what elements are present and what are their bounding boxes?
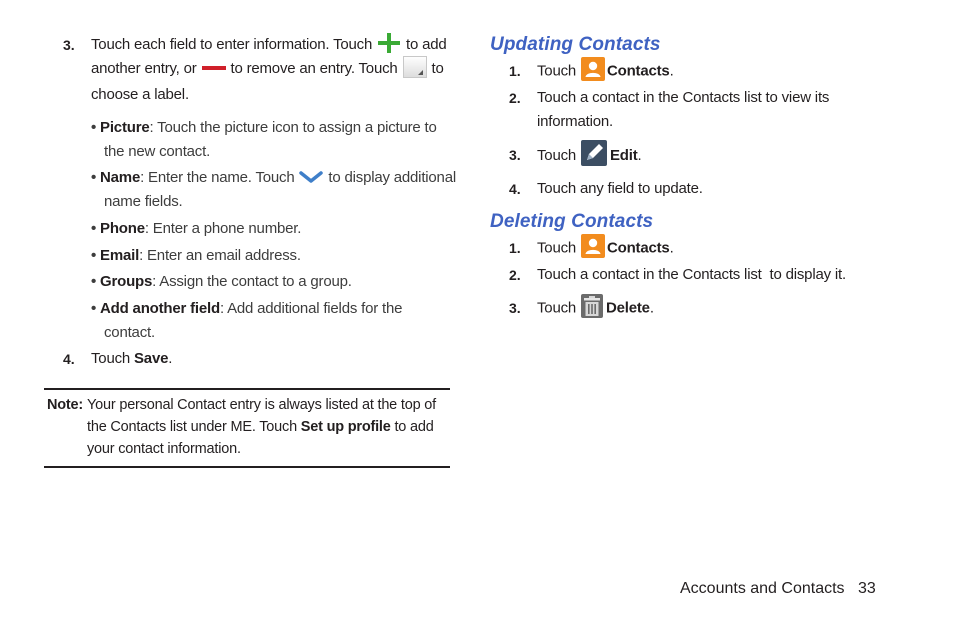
step-3-line-3: choose a label. <box>91 86 189 103</box>
step-number: 2. <box>509 90 521 106</box>
contacts-label: Contacts <box>607 62 670 80</box>
bullet-char: • <box>91 247 97 264</box>
step-4 <box>91 350 172 367</box>
chevron-down-icon <box>298 170 324 184</box>
bullet-label: Name <box>100 169 141 186</box>
bullet-label: Add another field <box>100 300 220 317</box>
bullet-label: Phone <box>100 220 145 237</box>
updating-contacts-heading: Updating Contacts <box>490 34 661 55</box>
step-text: Touch <box>537 299 577 317</box>
step-text: Touch <box>537 239 577 257</box>
updating-step-2-line-1: Touch a contact in the Contacts list to view its <box>537 89 830 106</box>
note-label: Note: <box>47 397 84 413</box>
step-text: . <box>669 62 674 80</box>
bullet-char: • <box>91 220 97 237</box>
bullet-text: to display additional <box>328 169 456 186</box>
bullet-char: • <box>91 119 97 136</box>
bullet-char: • <box>91 300 97 317</box>
bullet-text: : Touch the picture icon to assign a picture to <box>149 119 437 136</box>
step-number: 3. <box>509 300 521 316</box>
updating-step-1 <box>537 62 674 81</box>
step-text: Touch <box>537 62 577 80</box>
step-3-text: Touch each field to enter information. Touch <box>91 36 373 53</box>
step-number: 3. <box>63 37 75 53</box>
bullet-text: : Enter the name. Touch <box>140 169 295 186</box>
updating-step-2-line-2: information. <box>537 113 613 130</box>
note-line-3: your contact information. <box>87 441 241 457</box>
save-label: Save <box>134 350 169 367</box>
step-text: Touch <box>91 350 131 367</box>
step-text: . <box>649 299 654 317</box>
step-3-text: to remove an entry. Touch <box>230 60 398 77</box>
deleting-step-2: Touch a contact in the Contacts list to display it. <box>537 266 846 283</box>
edit-label: Edit <box>610 146 638 164</box>
bullet-char: • <box>91 169 97 186</box>
note-line-2 <box>87 419 434 435</box>
contacts-label: Contacts <box>607 239 670 257</box>
bullet-text: : Add additional fields for the <box>219 300 403 317</box>
bullet-text: : Enter an email address. <box>139 247 301 264</box>
set-up-profile-label: Set up profile <box>300 419 391 435</box>
contacts-icon <box>581 57 605 81</box>
step-number: 1. <box>509 240 521 256</box>
step-3-text: to add <box>406 36 447 53</box>
step-3-text: another entry, or <box>91 60 197 77</box>
bullet-add-field-cont: contact. <box>104 324 155 341</box>
bullet-name <box>91 169 456 186</box>
note-bottom-rule <box>44 466 450 468</box>
minus-icon <box>202 63 226 73</box>
bullet-phone <box>91 220 301 237</box>
footer-section: Accounts and Contacts <box>680 580 845 597</box>
bullet-char: • <box>91 273 97 290</box>
step-text: . <box>637 146 642 164</box>
plus-icon <box>377 32 401 54</box>
deleting-contacts-heading: Deleting Contacts <box>490 211 654 232</box>
page-number: 33 <box>858 580 876 597</box>
bullet-add-field <box>91 300 402 317</box>
edit-icon <box>581 140 607 166</box>
bullet-text: : Enter a phone number. <box>144 220 302 237</box>
bullet-email <box>91 247 301 264</box>
bullet-label: Picture <box>100 119 150 136</box>
step-3-line-2 <box>91 60 444 78</box>
updating-step-3 <box>537 146 642 166</box>
step-text: . <box>669 239 674 257</box>
deleting-step-3 <box>537 299 654 318</box>
step-3-line-1 <box>91 36 447 54</box>
step-3-text: to <box>431 60 444 77</box>
contacts-icon <box>581 234 605 258</box>
delete-label: Delete <box>606 299 650 317</box>
step-number: 3. <box>509 147 521 163</box>
note-text: to add <box>394 419 434 435</box>
bullet-label: Email <box>100 247 140 264</box>
bullet-text: : Assign the contact to a group. <box>152 273 352 290</box>
deleting-step-1 <box>537 239 674 258</box>
step-text: . <box>168 350 173 367</box>
note-top-rule <box>44 388 450 390</box>
step-number: 1. <box>509 63 521 79</box>
bullet-label: Groups <box>100 273 153 290</box>
bullet-name-cont: name fields. <box>104 193 183 210</box>
step-number: 4. <box>63 351 75 367</box>
label-dropdown-icon <box>403 56 427 78</box>
note-text: the Contacts list under ME. Touch <box>87 419 297 435</box>
updating-step-4: Touch any field to update. <box>537 180 703 197</box>
bullet-picture <box>91 119 437 136</box>
note-line-1: Your personal Contact entry is always listed at the top of <box>87 397 436 413</box>
bullet-groups <box>91 273 352 290</box>
step-number: 4. <box>509 181 521 197</box>
bullet-picture-cont: the new contact. <box>104 143 211 160</box>
trash-icon <box>581 294 603 318</box>
step-text: Touch <box>537 146 577 164</box>
step-number: 2. <box>509 267 521 283</box>
